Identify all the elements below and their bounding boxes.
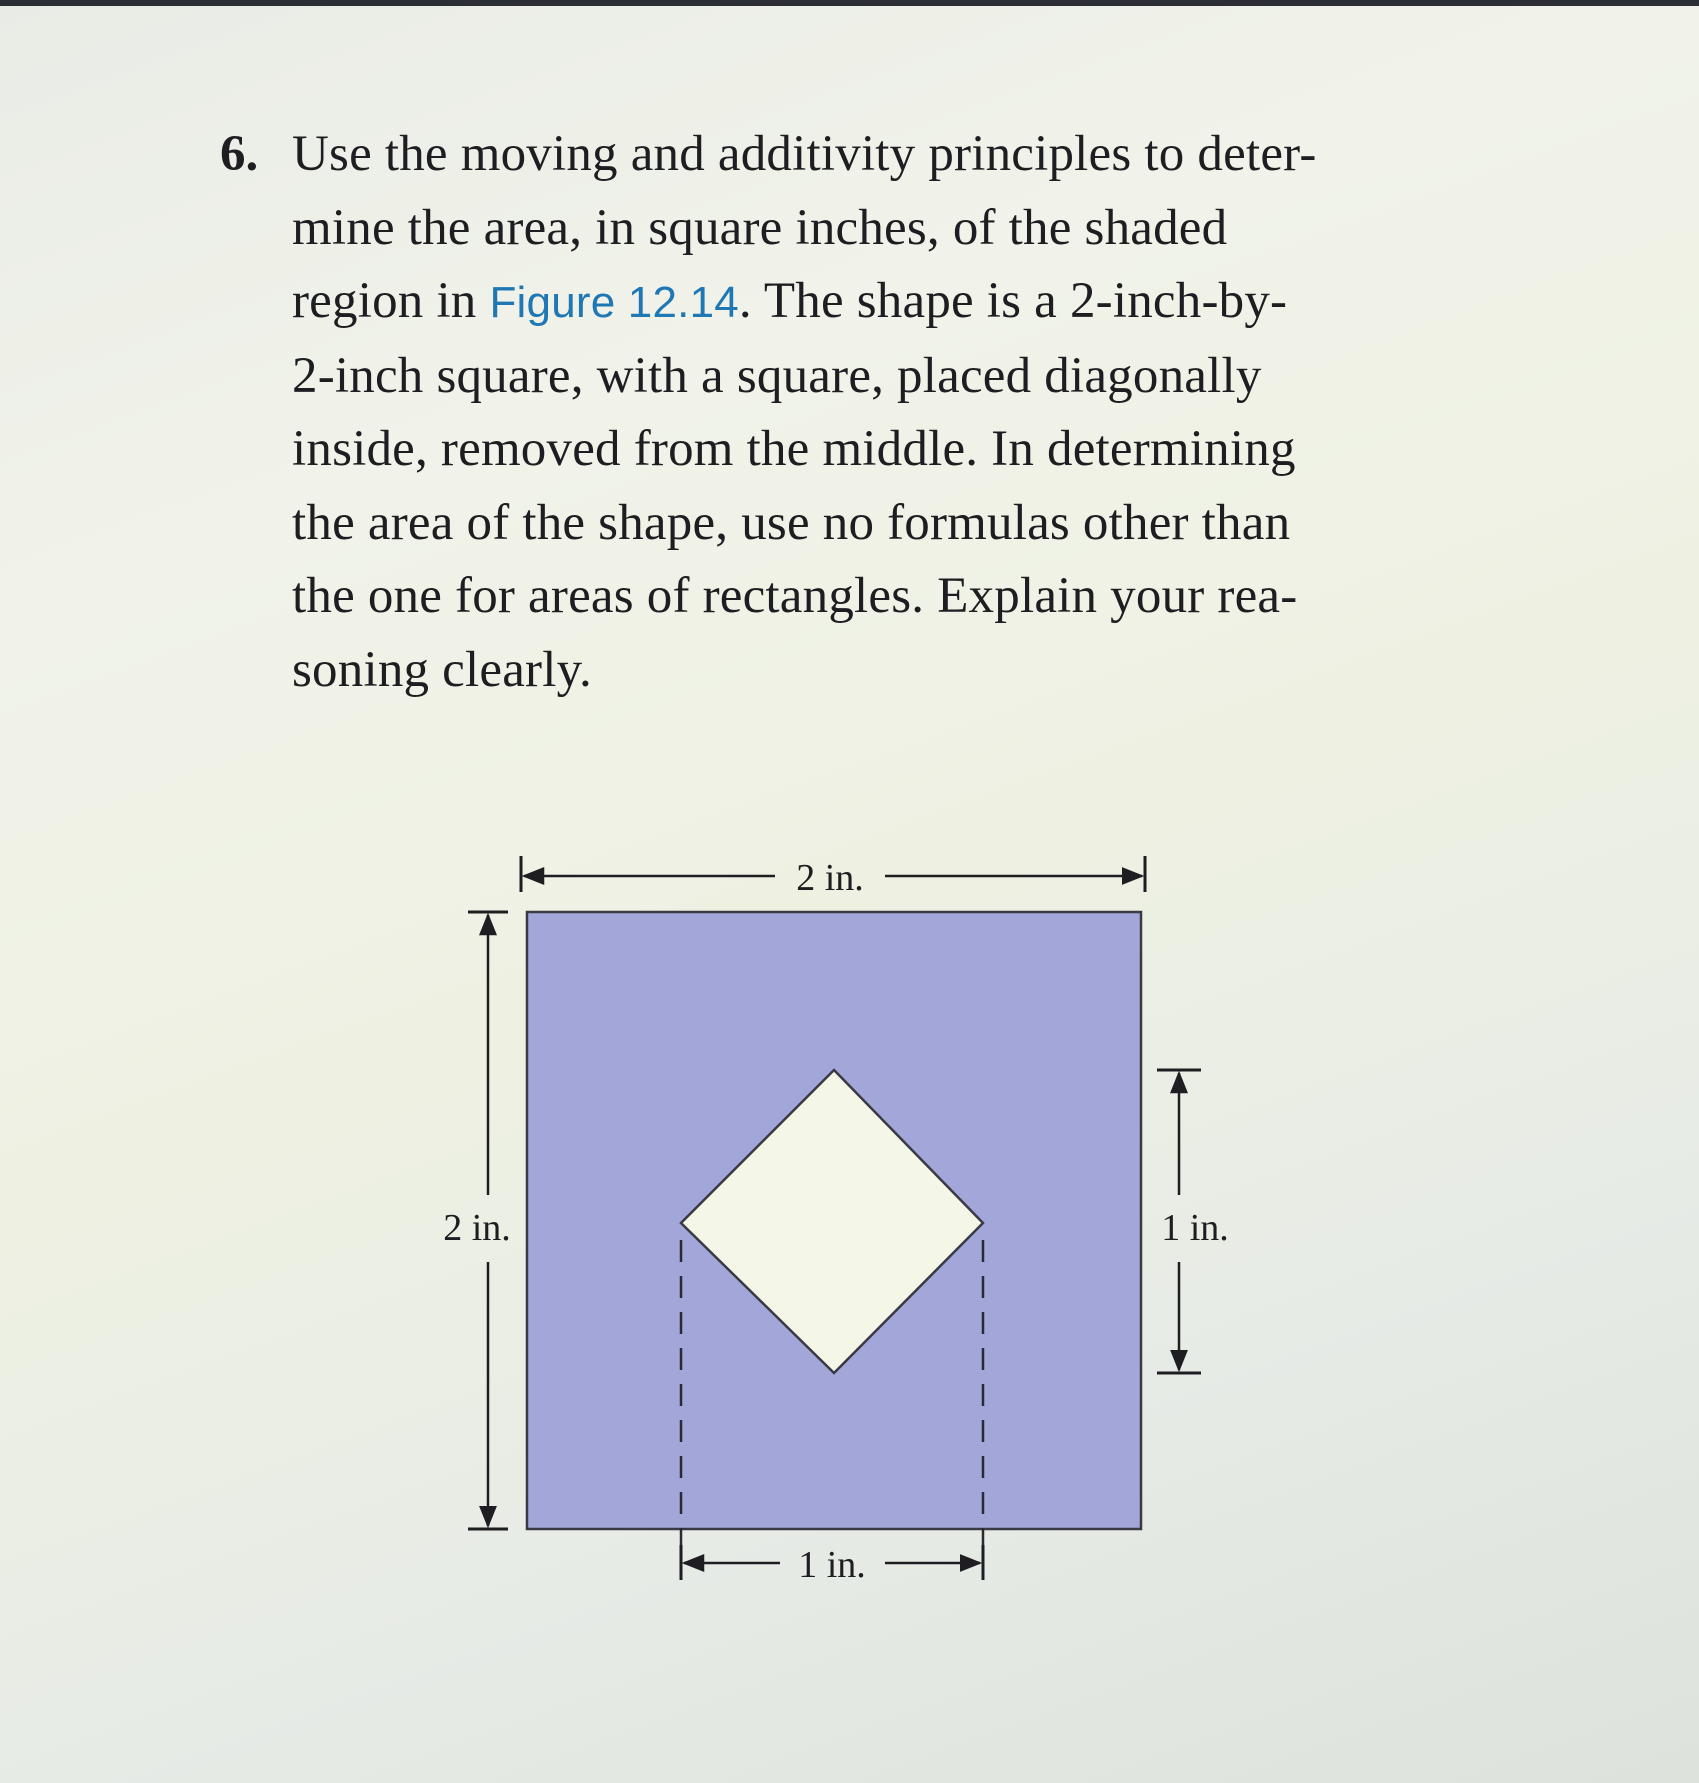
text-segment: the one for areas of rectangles. Explain your rea- (292, 568, 1298, 624)
left-dimension-label: 2 in. (443, 1207, 511, 1249)
bottom-dimension-label: 1 in. (798, 1544, 866, 1586)
text-segment: 2-inch square, with a square, placed diagonally (292, 347, 1262, 404)
top-dimension (521, 856, 1145, 899)
text-segment: mine the area, in square inches, of the shaded (292, 199, 1228, 256)
figure-reference-link[interactable]: Figure 12.14 (489, 278, 739, 327)
text-segment: region in (292, 273, 490, 329)
bottom-dimension (681, 1544, 983, 1586)
text-segment: . The shape is a 2-inch-by- (738, 273, 1288, 329)
text-segment: Use the moving and additivity principles to deter- (292, 126, 1317, 182)
right-dimension (1157, 1070, 1229, 1373)
right-dimension-label: 1 in. (1161, 1207, 1229, 1249)
text-segment: soning clearly. (292, 641, 592, 698)
text-segment: the area of the shape, use no formulas other than (292, 494, 1291, 551)
top-dimension-label: 2 in. (796, 857, 864, 899)
text-segment: inside, removed from the middle. In determining (292, 421, 1296, 477)
problem-number: 6. (220, 126, 259, 182)
left-dimension (443, 912, 511, 1529)
